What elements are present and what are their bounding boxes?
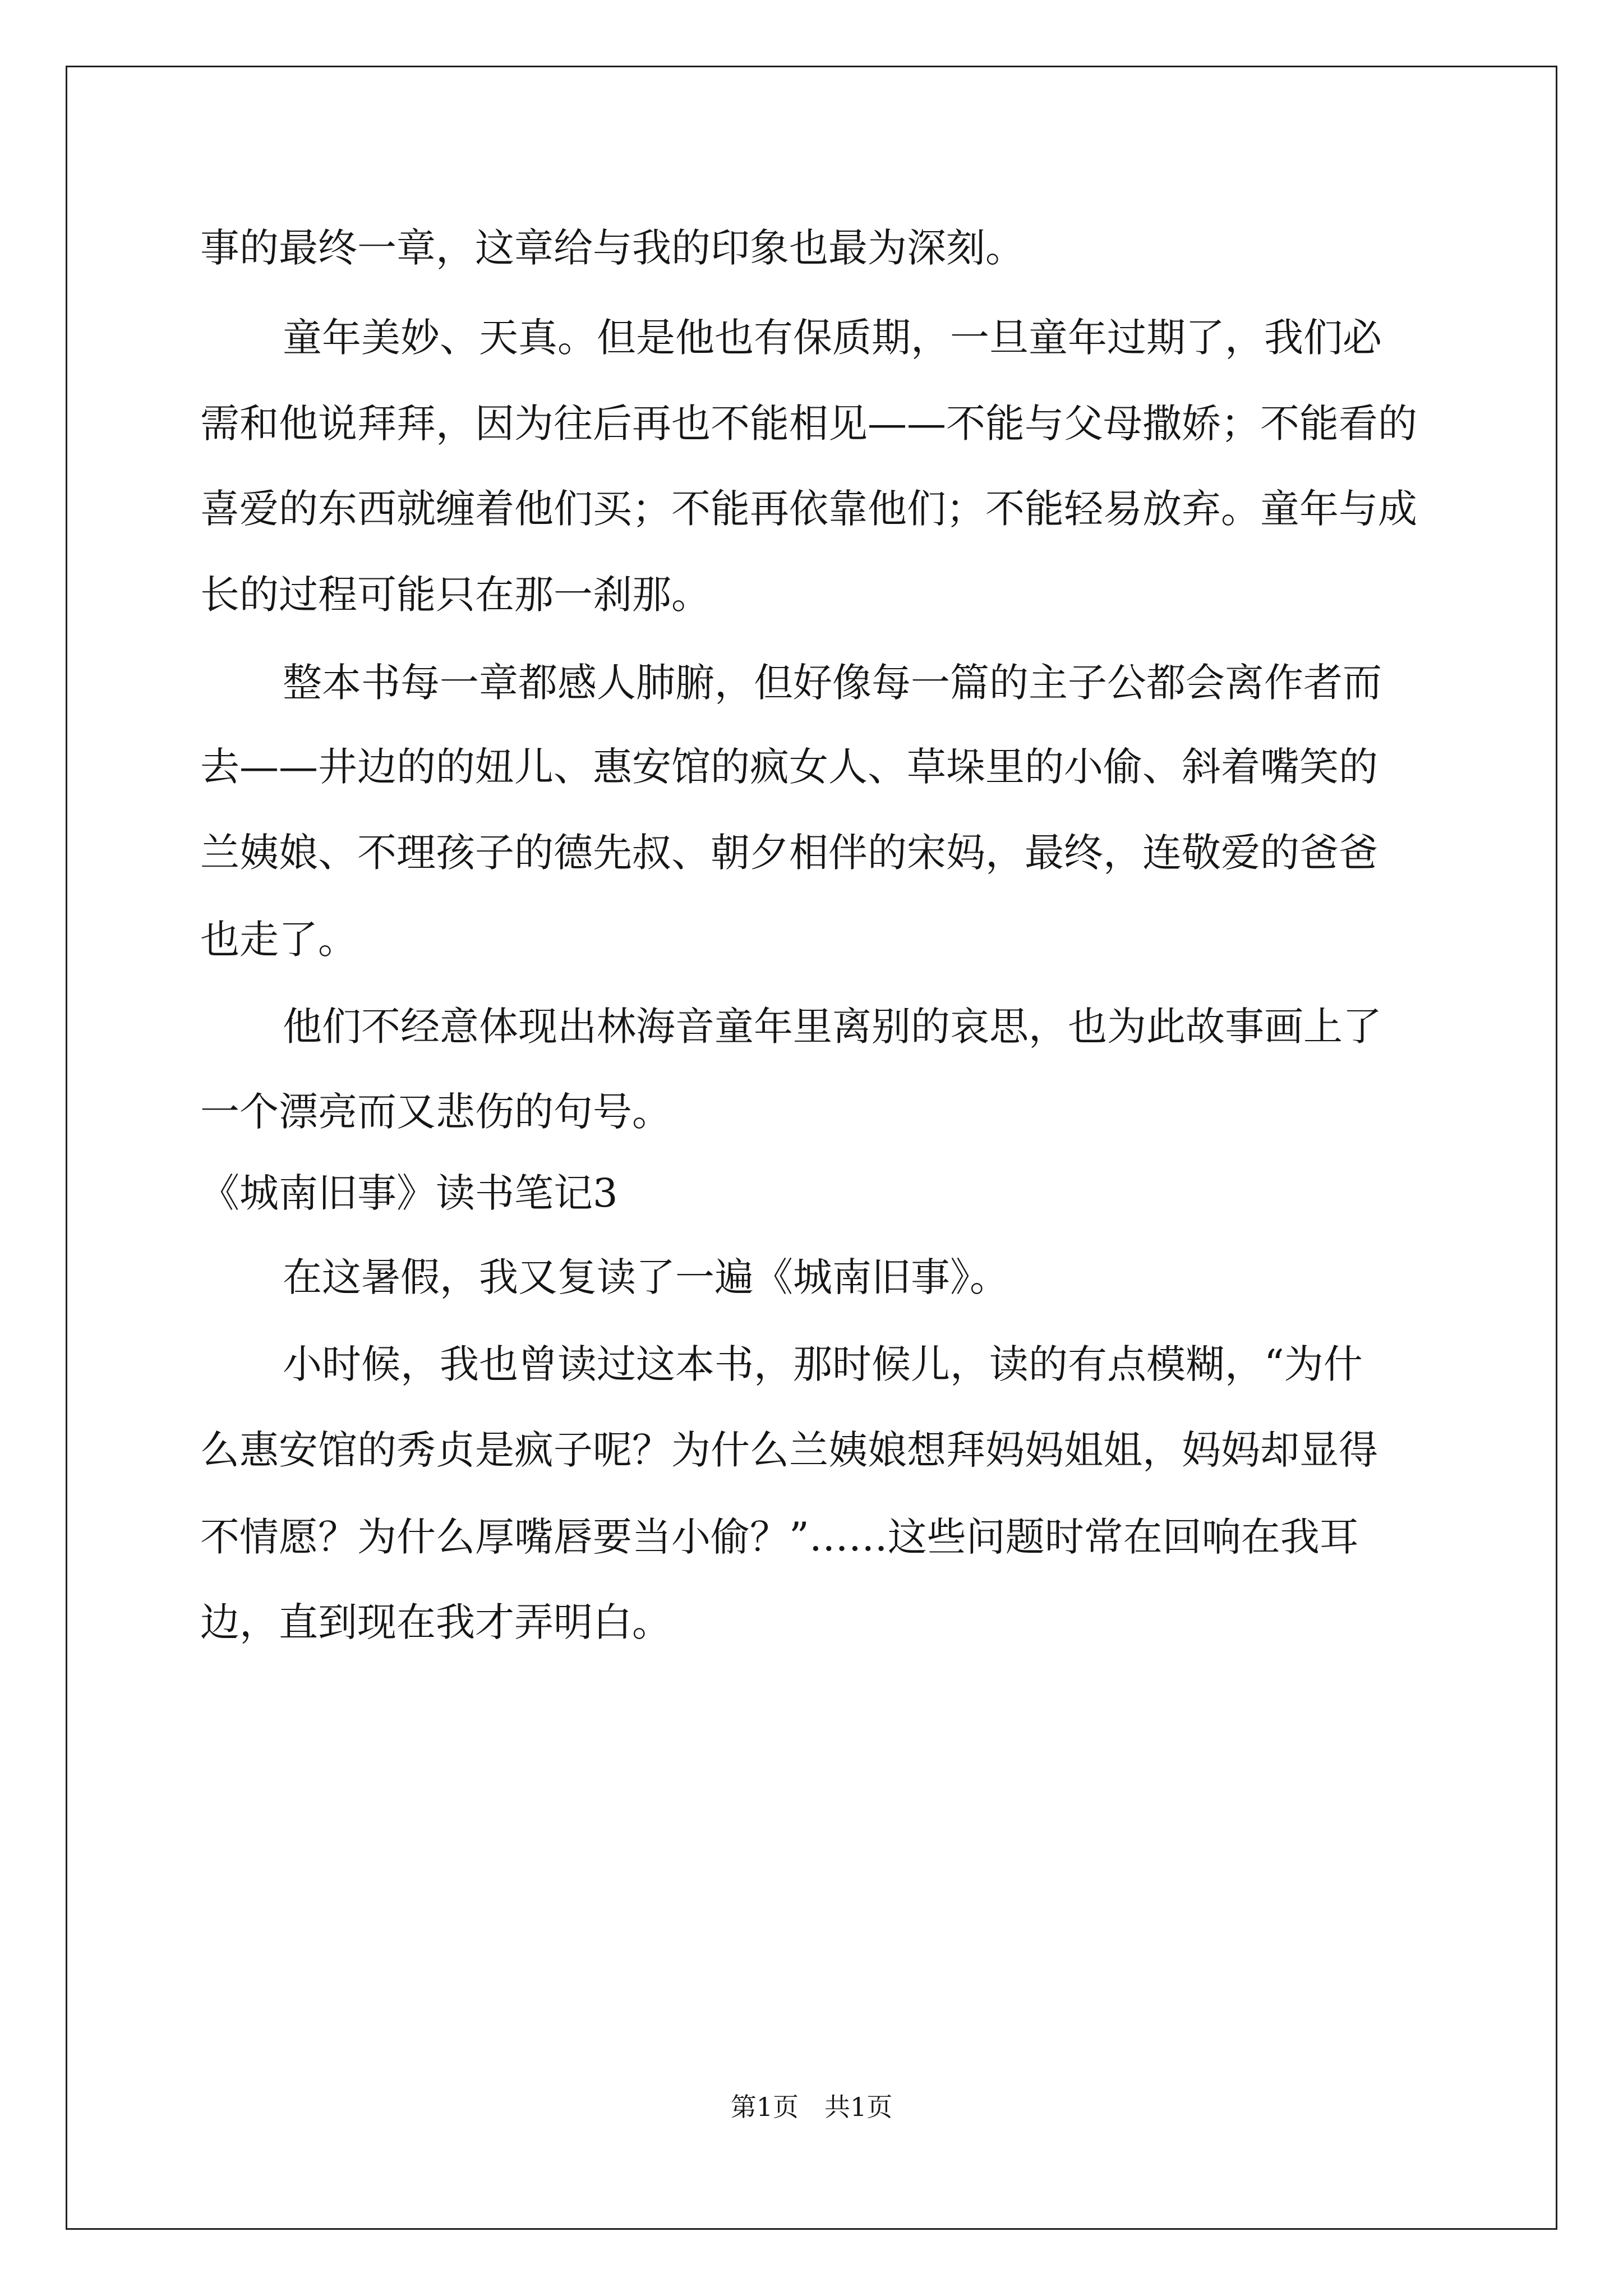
page-footer: 第1页 共1页 bbox=[730, 2092, 893, 2122]
text-line: 整本书每一章都感人肺腑，但好像每一篇的主子公都会离作者而 bbox=[283, 660, 1382, 706]
text-line: 长的过程可能只在那一刹那。 bbox=[200, 572, 711, 618]
text-line: 不情愿？为什么厚嘴唇要当小偷？”……这些问题时常在回响在我耳 bbox=[200, 1514, 1359, 1560]
text-line: 边，直到现在我才弄明白。 bbox=[200, 1599, 671, 1645]
text-line: 么惠安馆的秀贞是疯子呢？为什么兰姨娘想拜妈妈姐姐，妈妈却显得 bbox=[200, 1427, 1378, 1473]
text-line: 事的最终一章，这章给与我的印象也最为深刻。 bbox=[200, 225, 1025, 271]
page-border bbox=[66, 66, 1557, 2230]
text-line: 小时候，我也曾读过这本书，那时候儿，读的有点模糊，“为什 bbox=[283, 1341, 1363, 1387]
text-line: 童年美妙、天真。但是他也有保质期，一旦童年过期了，我们必 bbox=[283, 315, 1382, 361]
text-line: 一个漂亮而又悲伤的句号。 bbox=[200, 1089, 671, 1135]
section-heading: 《城南旧事》读书笔记3 bbox=[200, 1170, 618, 1216]
text-line: 去——井边的的妞儿、惠安馆的疯女人、草垛里的小偷、斜着嘴笑的 bbox=[200, 744, 1378, 790]
text-line: 也走了。 bbox=[200, 917, 357, 963]
text-line: 兰姨娘、不理孩子的德先叔、朝夕相伴的宋妈，最终，连敬爱的爸爸 bbox=[200, 830, 1378, 876]
text-line: 需和他说拜拜，因为往后再也不能相见——不能与父母撒娇；不能看的 bbox=[200, 401, 1417, 447]
text-line: 喜爱的东西就缠着他们买；不能再依靠他们；不能轻易放弃。童年与成 bbox=[200, 486, 1417, 532]
text-line: 在这暑假，我又复读了一遍《城南旧事》。 bbox=[283, 1254, 1009, 1300]
text-line: 他们不经意体现出林海音童年里离别的哀思，也为此故事画上了 bbox=[283, 1004, 1382, 1050]
